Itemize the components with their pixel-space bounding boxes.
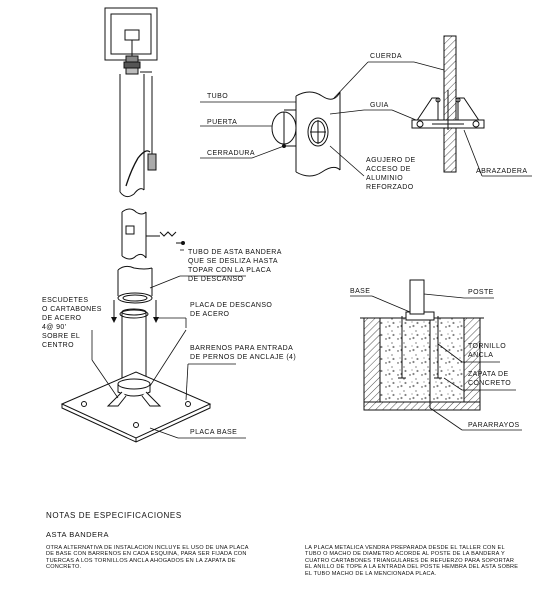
notes-right-paragraph: LA PLACA METALICA VENDRA PREPARADA DESDE EL TALLER CON EL TUBO O MACHO DE DIAMETRO ACORDE AL POSTE DE LA BANDERA Y CUATRO CARTABONES TRIANGULARES DE REFUERZO PARA SOPORTAR EL ANILLO DE TOPE A LA ENTRADA DEL POSTE HEMBRA DEL ASTA SOBRE EL TUBO MACHO DE LA MENCIONADA PLACA. [305,545,519,577]
upper-tube [120,74,156,197]
label-cerradura: CERRADURA [207,150,255,157]
label-zapata-1: ZAPATA DE [468,371,509,378]
label-escudetes-4: 4@ 90' [42,324,67,331]
label-poste: POSTE [468,289,494,296]
label-tubo: TUBO [207,93,229,100]
notes-title: NOTAS DE ESPECIFICACIONES [46,511,182,520]
tube-door-detail [272,92,340,176]
label-tubo-asta-1: TUBO DE ASTA BANDERA [188,249,282,256]
label-placa-base: PLACA BASE [190,429,238,436]
label-barrenos-1: BARRENOS PARA ENTRADA [190,345,294,352]
label-tubo-asta-3: TOPAR CON LA PLACA [188,267,272,274]
label-placa-descanso-1: PLACA DE DESCANSO [190,302,273,309]
label-barrenos-2: DE PERNOS DE ANCLAJE (4) [190,354,297,361]
label-agujero-1: AGUJERO DE [366,157,416,164]
notes-left-paragraph: OTRA ALTERNATIVA DE INSTALACION INCLUYE EL USO DE UNA PLACA DE BASE CON BARRENOS EN CADA ESQUINA, PARA SER FIJADA CON TUERCAS A LOS TORNILLOS ANCLA AHOGADOS EN LA ZAPATA DE CONCRETO. [46,545,249,571]
base-assembly [62,309,210,442]
label-guia: GUIA [370,102,389,109]
label-cuerda: CUERDA [370,53,402,60]
label-escudetes-1: ESCUDETES [42,297,89,304]
label-agujero-4: REFORZADO [366,184,414,191]
label-zapata-2: CONCRETO [468,380,512,387]
foundation-detail [360,280,484,410]
pole-head-box [105,8,157,74]
notes-subtitle: ASTA BANDERA [46,530,109,539]
wall-bracket-detail [412,36,484,172]
sleeve-tube [118,266,152,303]
label-escudetes-5: SOBRE EL [42,333,81,340]
label-tornillo-1: TORNILLO [468,343,507,350]
label-base: BASE [350,288,371,295]
label-tubo-asta-4: DE DESCANSO [188,276,244,283]
label-puerta: PUERTA [207,119,238,126]
label-agujero-2: ACCESO DE [366,166,411,173]
label-escudetes-2: O CARTABONES [42,306,102,313]
label-pararrayos: PARARRAYOS [468,422,520,429]
label-escudetes-3: DE ACERO [42,315,82,322]
label-agujero-3: ALUMINIO [366,175,404,182]
label-escudetes-6: CENTRO [42,342,74,349]
label-placa-descanso-2: DE ACERO [190,311,230,318]
middle-tube [122,209,185,259]
label-abrazadera: ABRAZADERA [476,168,528,175]
label-tornillo-2: ANCLA [468,352,494,359]
label-tubo-asta-2: QUE SE DESLIZA HASTA [188,258,278,265]
